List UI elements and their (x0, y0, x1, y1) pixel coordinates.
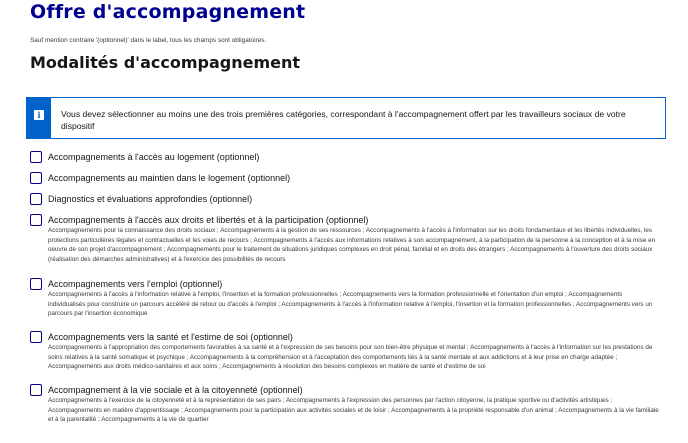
required-fields-hint: Sauf mention contraire '(optionnel)' dans le label, tous les champs sont obligatoires. (30, 37, 267, 44)
info-icon: i (34, 110, 44, 120)
checkbox[interactable] (30, 331, 42, 343)
option-description: Accompagnements à l'appropriation des comportements favorables à sa santé et à l'expression de ses besoins pour son bien-être physique et mental ; Accompagnements à l'accès à l'information sur les prestations de soins relatives à la santé somatique et psychique ; Accompagnements à la compréhension et à l'acceptation des comportements liés à la santé mentale et aux addictions et à leur prise en charge adaptée ; Accompagnements aux droits médico-sanitaires et aux soins ; Accompagnements à résolution des besoins complexes en matière de santé et d'estime de soi (48, 344, 653, 371)
option-label[interactable]: Accompagnements vers l'emploi (optionnel) (48, 279, 223, 289)
checkbox[interactable] (30, 384, 42, 396)
option-label[interactable]: Diagnostics et évaluations approfondies (optionnel) (48, 194, 253, 204)
checkbox[interactable] (30, 193, 42, 205)
checkbox[interactable] (30, 172, 42, 184)
info-alert (26, 97, 666, 139)
page-title: Offre d'accompagnement (30, 1, 306, 23)
option-label[interactable]: Accompagnement à la vie sociale et à la citoyenneté (optionnel) (48, 385, 303, 395)
checkbox[interactable] (30, 151, 42, 163)
option-label[interactable]: Accompagnements vers la santé et l'estime de soi (optionnel) (48, 332, 293, 342)
option-label[interactable]: Accompagnements à l'accès au logement (optionnel) (48, 152, 260, 162)
option-description: Accompagnements à l'exercice de la citoyenneté et à la représentation de ses pairs ; Accompagnements à l'expression des personnes par l'action citoyenne, la pratique sportive ou d'activités artistiques ; Accompagnements en matière d'apprentissage ; Accompagnements pour la participation aux activités sociales et de loisir ; Accompagnements à la propriété responsable d'un animal ; Accompagnements à la vie familiale et à la parentalité ; Accompagnements à la vie de quartier (48, 397, 659, 424)
checkbox[interactable] (30, 214, 42, 226)
alert-text: Vous devez sélectionner au moins une des trois premières catégories, correspondant à l'accompagnement offert par les travailleurs sociaux de votre dispositif (61, 109, 626, 131)
section-title: Modalités d'accompagnement (30, 53, 301, 72)
checkbox[interactable] (30, 278, 42, 290)
option-label[interactable]: Accompagnements à l'accès aux droits et libertés et à la participation (optionnel) (48, 215, 369, 225)
option-description: Accompagnements à l'accès à l'information relative à l'emploi, l'insertion et la formation professionnelles ; Accompagnements vers la formation professionnelle et l'orientation d'un emploi ; Accompagnements individualisés pour construire un parcours accéléré de retour ou d'accès à l'emploi ; Accompagnements à l'accès à l'information relative à l'emploi, l'insertion et la formation professionnelles ; Accompagnements vers un parcours par l'insertion économique (48, 291, 653, 318)
option-label[interactable]: Accompagnements au maintien dans le logement (optionnel) (48, 173, 291, 183)
alert-bar (27, 98, 51, 138)
option-description: Accompagnements pour la connaissance des droits sociaux ; Accompagnements à la gestion de ses ressources ; Accompagnements à l'accès à l'information sur les droits fondamentaux et les libertés individuelles, les protections particulières légales et contractuelles et les voies de recours ; Accompagnements à l'accès aux informations relatives à son accompagnement, à la participation de la personne à la conception et à la mise en oeuvre de son projet d'accompagnement ; Accompagnements pour le traitement de situations juridiques complexes en droit pénal, familial et en droits des étrangers ; Accompagnements à l'ouverture des droits sociaux (réalisation des démarches administratives) et à l'exercice des possibilités de recours (48, 227, 656, 263)
